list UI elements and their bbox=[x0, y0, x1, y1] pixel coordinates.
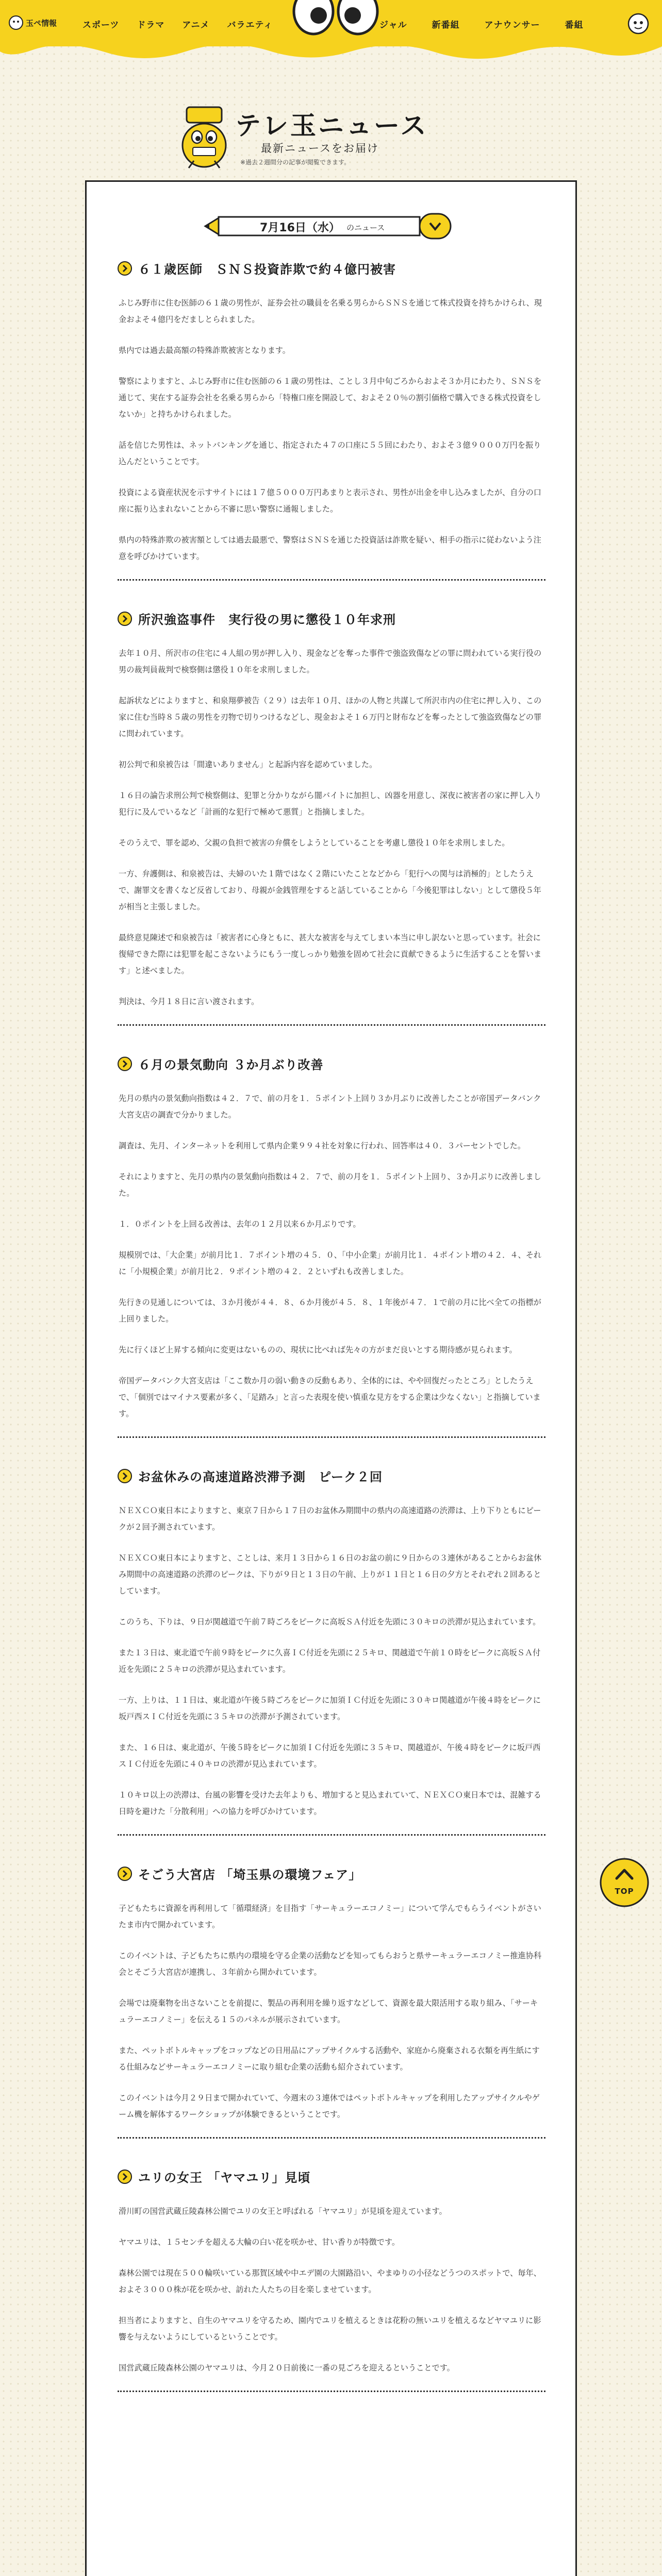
back-to-top-label: TOP bbox=[615, 1887, 634, 1896]
article-paragraph: また、ペットボトルキャップをコップなどの日用品にアップサイクルする活動や、家庭から廃棄される衣類を再生紙にする仕組みなどサーキュラーエコノミーに取り組む企業の活動も紹介されています。 bbox=[119, 2046, 540, 2072]
article-paragraph: また、１６日は、東北道が、午後５時をピークに加須ＩＣ付近を先頭に３５キロ、関越道が、午後４時をピークに坂戸西スＩＣ付近を先頭に４０キロの渋滞が見込まれています。 bbox=[119, 1743, 541, 1769]
article-header bbox=[118, 1467, 545, 1485]
article-paragraph: 先に行くほど上昇する傾向に変更はないものの、現状に比べれば先々の方がまだ良いとする期待感が見られます。 bbox=[119, 1345, 517, 1354]
article bbox=[118, 1055, 545, 1438]
article-paragraph: １．０ポイントを上回る改善は、去年の１２月以来６か月ぶりです。 bbox=[119, 1219, 361, 1229]
article-paragraph: このイベントは今月２９日まで開かれていて、今週末の３連休ではペットボトルキャップを利用したアップサイクルやゲーム機を解体するワークショップが体験できるということです。 bbox=[119, 2093, 540, 2119]
article-paragraph: 去年１０月、所沢市の住宅に４人組の男が押し入り、現金などを奪った事件で強盗致傷などの罪に問われている実行役の男の裁判員裁判で検察側は懲役１０年を求刑しました。 bbox=[119, 649, 542, 674]
nav-item-announcer[interactable]: アナウンサー bbox=[484, 20, 540, 30]
article-title: そごう大宮店 「埼玉県の環境フェア」 bbox=[138, 1868, 362, 1882]
article-paragraph: ＮＥＸＣＯ東日本によりますと、東京７日から１７日のお盆休み期間中の県内の高速道路の渋滞は、上り下りともにピークが２回予測されています。 bbox=[119, 1506, 541, 1532]
article-paragraph: 先月の県内の景気動向指数は４２．７で、前の月を１．５ポイント上回り３か月ぶりに改善したことが帝国データバンク大宮支店の調査で分かりました。 bbox=[119, 1094, 541, 1120]
selected-date: 7月16日（水） bbox=[260, 222, 340, 234]
article-paragraph: ＮＥＸＣＯ東日本によりますと、ことしは、来月１３日から１６日のお盆の前に９日からの３連休があることからお盆休み期間中の高速道路の渋滞のピークは、下りが９日と１３日の午前、上りが１１日と１６日の夕方とそれぞれ２回あるとしています。 bbox=[119, 1553, 542, 1596]
page-subtitle: 最新ニュースをお届け bbox=[261, 142, 379, 155]
article-paragraph: 規模別では、「大企業」が前月比１．７ポイント増の４５．０、「中小企業」が前月比１．４ポイント増の４２．４、それに「小規模企業」が前月比２．９ポイント増の４２．２といずれも改善しました。 bbox=[119, 1250, 542, 1276]
nav-item-drama[interactable]: ドラマ bbox=[137, 20, 165, 30]
article-header bbox=[118, 609, 545, 628]
article bbox=[118, 1467, 545, 1836]
nav-item-new-programs[interactable]: 新番組 bbox=[432, 20, 460, 30]
article-paragraph: １６日の論告求刑公判で検察側は、犯罪と分かりながら闇バイトに加担し、凶器を用意し、深夜に被害者の家に押し入り犯行に及んでいるなど「計画的な犯行で極めて悪質」と指摘しました。 bbox=[119, 791, 542, 817]
nav-item-genre[interactable]: ジャル bbox=[379, 20, 407, 30]
chevron-right-icon bbox=[118, 2170, 132, 2184]
article-paragraph: 滑川町の国営武蔵丘陵森林公園でユリの女王と呼ばれる「ヤマユリ」が見頃を迎えています。 bbox=[119, 2207, 447, 2216]
article-paragraph: そのうえで、罪を認め、父親の負担で被害の弁償をしようとしていることを考慮し懲役１０年を求刑しました。 bbox=[119, 838, 510, 848]
logo-text: 玉ペ情報 bbox=[26, 18, 57, 28]
article-paragraph: 子どもたちに資源を再利用して「循環経済」を目指す「サーキュラーエコノミー」について学んでもらうイベントがさいたま市内で開かれています。 bbox=[119, 1904, 541, 1929]
article-paragraph: 森林公園では現在５００輪咲いている那賀区域や中エデ園の大園路沿い、やまゆりの小径などうつのスポットで、毎年、およそ３０００株が花を咲かせ、訪れた人たちの目を楽しませています。 bbox=[119, 2268, 541, 2294]
article-paragraph: 帝国データバンク大宮支店は「ここ数か月の弱い動きの反動もあり、全体的には、やや回復だったところ」としたうえで、「個別ではマイナス要素が多く、「足踏み」と言った表現を使い慎重な見方をする企業は少なくない」と指摘しています。 bbox=[119, 1376, 541, 1418]
article-header bbox=[118, 2167, 545, 2185]
article-header bbox=[118, 259, 545, 277]
article-paragraph: 先行きの見通しについては、３か月後が４４．８、６か月後が４５．８、１年後が４７．１で前の月に比べ全ての指標が上回りました。 bbox=[119, 1298, 541, 1324]
nav-left bbox=[82, 18, 273, 30]
article-title: お盆休みの高速道路渋滞予測 ピーク２回 bbox=[138, 1470, 383, 1484]
nav-item-anime[interactable]: アニメ bbox=[182, 20, 210, 30]
mascot-menu-button[interactable] bbox=[627, 12, 650, 35]
nav-right bbox=[379, 18, 584, 30]
article-paragraph: ヤマユリは、１５センチを超える大輪の白い花を咲かせ、甘い香りが特徴です。 bbox=[119, 2238, 400, 2247]
article-paragraph: 県内では過去最高額の特殊詐欺被害となります。 bbox=[119, 346, 290, 355]
mascot-face-icon bbox=[627, 12, 650, 35]
article-title: ６月の景気動向 ３か月ぶり改善 bbox=[138, 1058, 324, 1072]
article-paragraph: 話を信じた男性は、ネットバンキングを通じ、指定された４７の口座に５５回にわたり、およそ３億９０００万円を振り込んだということです。 bbox=[119, 440, 541, 466]
article-title: 所沢強盗事件 実行役の男に懲役１０年求刑 bbox=[138, 613, 396, 627]
chevron-right-icon bbox=[118, 1469, 132, 1483]
article-divider bbox=[118, 1834, 545, 1836]
article-title: ６１歳医師 ＳＮＳ投資詐欺で約４億円被害 bbox=[138, 262, 396, 277]
article bbox=[118, 259, 545, 581]
chevron-right-icon bbox=[118, 612, 132, 626]
header-wave-decoration bbox=[0, 36, 662, 67]
article bbox=[118, 1865, 545, 2139]
nav-item-sports[interactable]: スポーツ bbox=[82, 20, 120, 30]
mascot-eyes-icon bbox=[292, 0, 379, 36]
article-divider bbox=[118, 1024, 545, 1026]
article-paragraph: 初公判で和泉被告は「間違いありません」と起訴内容を認めていました。 bbox=[119, 760, 377, 769]
date-suffix: のニュース bbox=[346, 223, 385, 232]
article-paragraph: 調査は、先月、インターネットを利用して県内企業９９４社を対象に行われ、回答率は４０．３パーセントでした。 bbox=[119, 1141, 525, 1150]
chevron-right-icon bbox=[118, 261, 132, 276]
article bbox=[118, 2167, 545, 2392]
article-paragraph: 担当者によりますと、自生のヤマユリを守るため、園内でユリを植えるときは花粉の無いユリを植えるなどヤマユリに影響を与えないようにしているということです。 bbox=[119, 2316, 541, 2342]
article-divider bbox=[118, 2391, 545, 2392]
back-to-top-icon bbox=[596, 1857, 653, 1908]
article-paragraph: １０キロ以上の渋滞は、台風の影響を受けた去年よりも、増加すると見込まれていて、ＮＥＸＣＯ東日本では、混雑する日時を避けた「分散利用」への協力を呼びかけています。 bbox=[119, 1790, 541, 1816]
logo-mascot-icon bbox=[8, 15, 24, 30]
chevron-right-icon bbox=[118, 1867, 132, 1881]
news-panel bbox=[85, 180, 577, 2576]
article-paragraph: 一方、上りは、１１日は、東北道が午後５時ごろをピークに加須ＩＣ付近を先頭に３０キロ関越道が午後４時をピークに坂戸西スＩＣ付近を先頭に３５キロの渋滞が予測されています。 bbox=[119, 1696, 541, 1721]
news-mascot-icon bbox=[173, 96, 235, 173]
article-paragraph: 県内の特殊詐欺の被害額としては過去最悪で、警察はＳＮＳを通じた投資話は詐欺を疑い、相手の指示に従わないよう注意を呼びかけています。 bbox=[119, 535, 541, 561]
article-paragraph: 起訴状などによりますと、和泉翔夢被告（２９）は去年１０月、ほかの人物と共謀して所沢市内の住宅に押し入り、この家に住む当時８５歳の男性を刃物で切りつけるなどし、現金およそ１６万円と財布などを奪ったとして強盗致傷などの罪に問われています。 bbox=[119, 696, 542, 738]
article-header bbox=[118, 1865, 545, 1883]
article-paragraph: 最終意見陳述で和泉被告は「被害者に心身ともに、甚大な被害を与えてしまい本当に申し訳ないと思っています。社会に復帰できた際には犯罪を起こさないようにもう一度しっかり勉強を固めて社会に貢献できるように生活することを誓います」と述べました。 bbox=[119, 933, 542, 975]
article-paragraph: 警察によりますと、ふじみ野市に住む医師の６１歳の男性は、ことし３月中旬ごろからおよそ３か月にわたり、ＳＮＳを通じて、実在する証券会社を名乗る男らから「特権口座を開設して、およそ２０％の割引価格で購入できる株式投資をしないか」と持ちかけられました。 bbox=[119, 377, 542, 419]
article-paragraph: ふじみ野市に住む医師の６１歳の男性が、証券会社の職員を名乗る男らからＳＮＳを通じて株式投資を持ちかけられ、現金およそ４億円をだましとられました。 bbox=[119, 298, 542, 324]
article-paragraph: 国営武蔵丘陵森林公園のヤマユリは、今月２０日前後に一番の見ごろを迎えるということです。 bbox=[119, 2363, 455, 2372]
nav-item-programs[interactable]: 番組 bbox=[565, 20, 584, 30]
article bbox=[118, 609, 545, 1026]
page-hero bbox=[173, 96, 503, 173]
article-paragraph: このイベントは、子どもたちに県内の環境を守る企業の活動などを知ってもらおうと県サーキュラーエコノミー推進协科会とそごう大宮店が連携し、３年前から開かれています。 bbox=[119, 1951, 542, 1977]
article-divider bbox=[118, 1436, 545, 1438]
article-paragraph: それによりますと、先月の県内の景気動向指数は４２．７で、前の月を１．５ポイント上回り、３か月ぶりに改善しました。 bbox=[119, 1172, 541, 1198]
article-divider bbox=[118, 2137, 545, 2139]
chevron-right-icon bbox=[118, 1057, 132, 1071]
article-divider bbox=[118, 579, 545, 581]
article-title: ユリの女王 「ヤマユリ」見頃 bbox=[138, 2171, 311, 2185]
back-to-top-button[interactable] bbox=[596, 1857, 653, 1908]
article-paragraph: 会場では廃棄物を出さないことを前提に、製品の再利用を繰り返すなどして、資源を最大限活用する取り組み、「サーキュラーエコノミー」を伝える１５のパネルが展示されています。 bbox=[119, 1998, 538, 2024]
site-logo[interactable] bbox=[8, 12, 69, 33]
article-paragraph: また１３日は、東北道で午前９時をピークに久喜ＩＣ付近を先頭に２５キロ、関越道で午前１０時をピークに高坂ＳＡ付近を先頭に２５キロの渋滞が見込まれています。 bbox=[119, 1648, 541, 1674]
date-selector[interactable] bbox=[203, 213, 453, 240]
article-paragraph: このうち、下りは、９日が関越道で午前７時ごろをピークに高坂ＳＡ付近を先頭に３０キロの渋滞が見込まれています。 bbox=[119, 1617, 541, 1626]
article-paragraph: 投資による資産状況を示すサイトには１７億５０００万円あまりと表示され、男性が出金を申し込みましたが、自分の口座に振り込まれないことから不審に思い警察に通報しました。 bbox=[119, 488, 541, 514]
article-paragraph: 判決は、今月１８日に言い渡されます。 bbox=[119, 997, 259, 1006]
archive-note: ※過去２週間分の記事が閲覧できます。 bbox=[240, 159, 351, 166]
article-paragraph: 一方、弁護側は、和泉被告は、夫婦のいた１階ではなく２階にいたことなどから「犯行への関与は消極的」としたうえで、謝罪文を書くなど反省しており、母親が金銭管理をすると話していることから「今後犯罪はしない」として懲役５年が相当と主張しました。 bbox=[119, 869, 541, 911]
nav-item-variety[interactable]: バラエティ bbox=[227, 20, 273, 30]
article-list bbox=[118, 259, 545, 2421]
page-title: テレ玉ニュース bbox=[235, 111, 428, 141]
article-header bbox=[118, 1055, 545, 1073]
